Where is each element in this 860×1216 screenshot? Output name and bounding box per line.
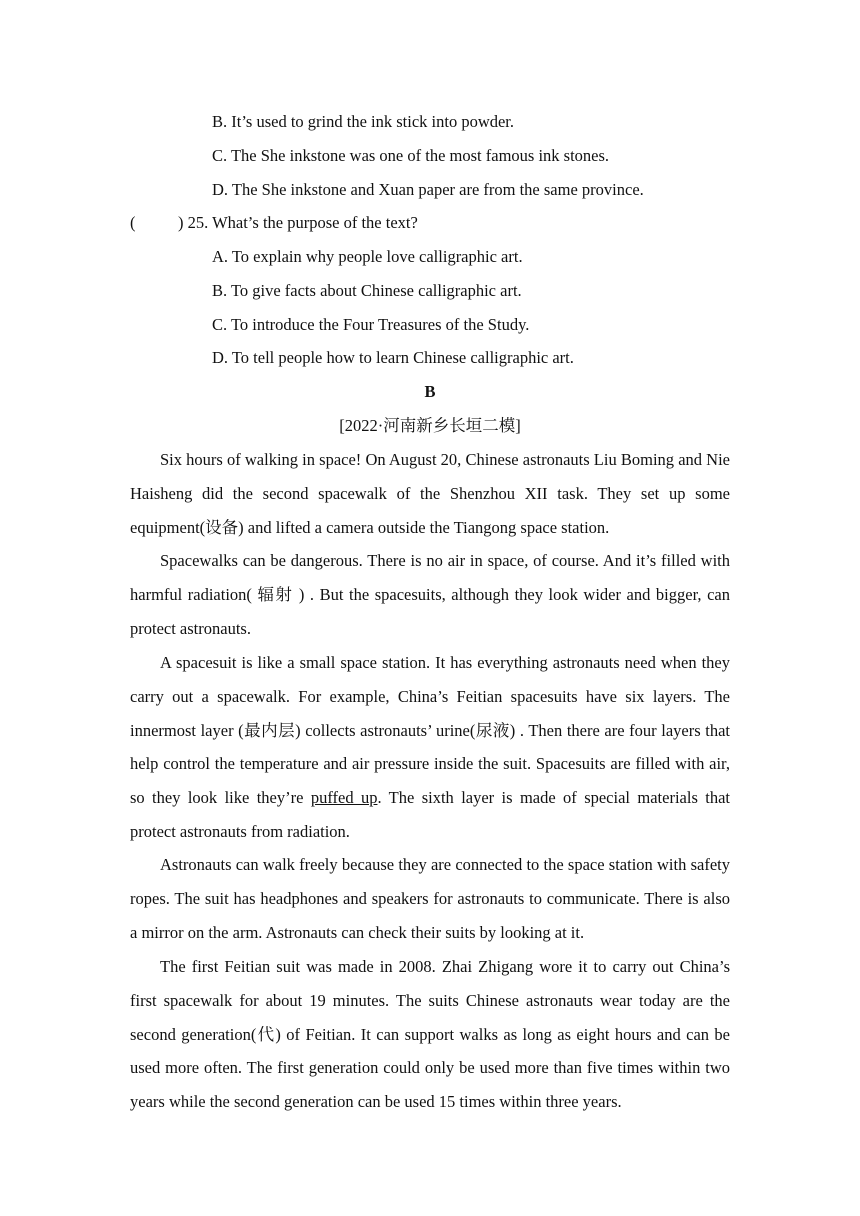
- q25-answer-blank: (: [130, 213, 136, 232]
- section-source: [2022·河南新乡长垣二模]: [339, 416, 521, 435]
- q24-option-b: B. It’s used to grind the ink stick into powder.: [212, 112, 515, 131]
- q25-option-c: C. To introduce the Four Treasures of the Study.: [212, 315, 530, 334]
- passage-paragraph-1: Six hours of walking in space! On August 20, Chinese astronauts Liu Boming and Nie Haisheng did the second spacewalk of the Shenzhou XII task. They set up some equipment(设备) and lifted a camera outside the Tiangong space station.: [130, 450, 730, 537]
- passage-paragraph-3: A spacesuit is like a small space station. It has everything astronauts need when they carry out a spacewalk. For example, China’s Feitian spacesuits have six layers. The innermost layer (最内层) collects astronauts’ urine(尿液) . Then there are four layers that help control the temperature and air pressure inside the suit. Spacesuits are filled with air, so they look like they’re puffed up. The sixth layer is made of special materials that protect astronauts from radiation.: [130, 653, 730, 841]
- q25-option-d: D. To tell people how to learn Chinese calligraphic art.: [212, 348, 574, 367]
- q25-option-a: A. To explain why people love calligraphic art.: [212, 247, 523, 266]
- underlined-phrase: puffed up: [310, 788, 378, 808]
- passage-paragraph-2: Spacewalks can be dangerous. There is no air in space, of course. And it’s filled with harmful radiation( 辐射 ) . But the spacesuits, although they look wider and bigger, can protect astronauts.: [130, 551, 730, 638]
- passage-paragraph-5: The first Feitian suit was made in 2008. Zhai Zhigang wore it to carry out China’s first spacewalk for about 19 minutes. The suits Chinese astronauts wear today are the second generation(代) of Feitian. It can support walks as long as eight hours and can be used more often. The first generation could only be used more than five times within two years while the second generation can be used 15 times within three years.: [130, 957, 730, 1112]
- q24-option-c: C. The She inkstone was one of the most famous ink stones.: [212, 146, 610, 165]
- section-heading: B: [424, 382, 436, 401]
- q25-question-line: ( ) 25. What’s the purpose of the text?: [130, 213, 418, 232]
- q25-question-text: 25. What’s the purpose of the text?: [187, 213, 418, 232]
- q25-option-b: B. To give facts about Chinese calligraphic art.: [212, 281, 522, 300]
- passage-paragraph-4: Astronauts can walk freely because they are connected to the space station with safety ropes. The suit has headphones and speakers for astronauts to communicate. There is also a mirror on the arm. Astronauts can check their suits by looking at it.: [130, 855, 730, 942]
- q24-option-d: D. The She inkstone and Xuan paper are from the same province.: [212, 180, 644, 199]
